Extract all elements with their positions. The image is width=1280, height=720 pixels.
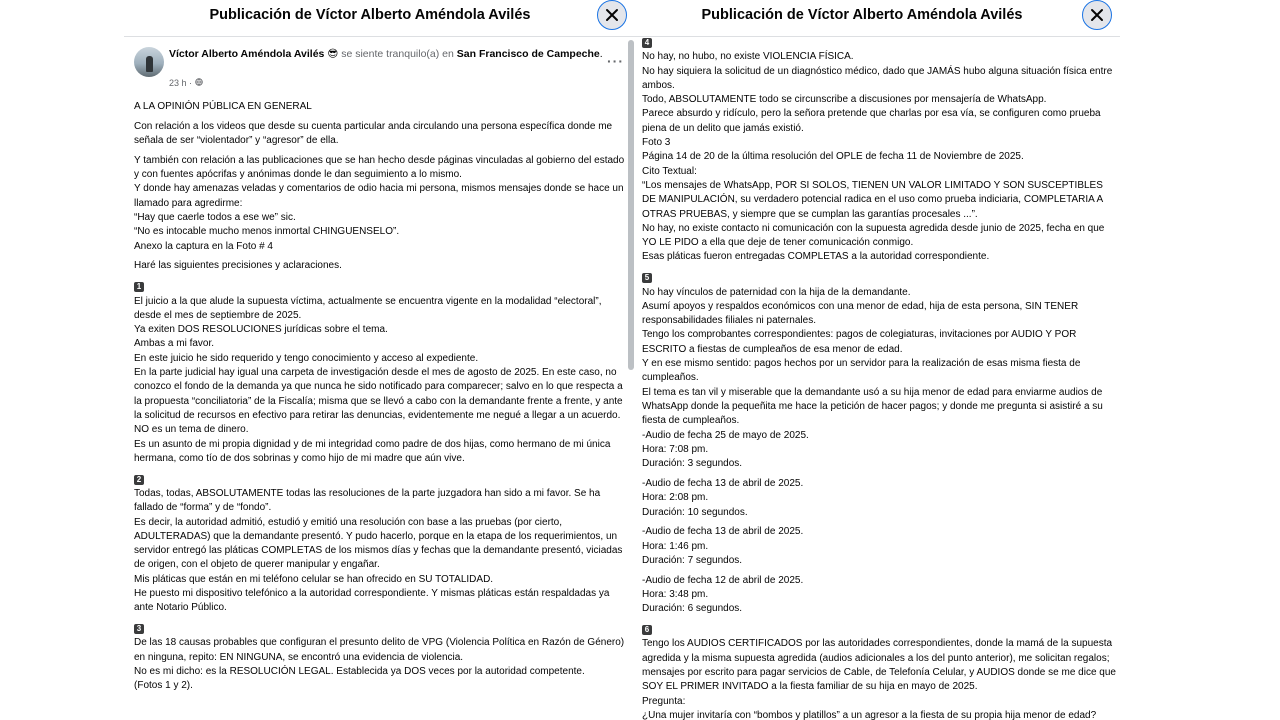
author-name[interactable]: Víctor Alberto Améndola Avilés (169, 48, 325, 60)
post-paragraph: Con relación a los videos que desde su cuenta particular anda circulando una persona específica donde me señala de ser “violentador” y “agresor” de ella. (134, 120, 613, 147)
location-link[interactable]: San Francisco de Campeche (456, 48, 600, 60)
close-icon (605, 8, 619, 22)
globe-icon (195, 78, 203, 86)
post-meta: 23 h · (169, 78, 203, 88)
post-paragraph: Y también con relación a las publicaciones que se han hecho desde páginas vinculadas al gobierno del estado y con fuentes apócrifas y anónimas donde le dan seguimiento a lo mismo. Y donde hay amenazas veladas y comentarios de odio hacia mi persona, mismos mensajes donde se hace un llamado para agredirme: “Hay que caerle todos a ese we” sic. “No es intocable mucho menos inmortal CHINGUENSELO”. Anexo la captura en la Foto # 4 (134, 154, 625, 252)
post-body (134, 100, 628, 699)
page-title: Publicación de Víctor Alberto Améndola Avilés (209, 7, 531, 23)
scrollbar-thumb[interactable] (628, 40, 634, 370)
post-header (636, 0, 1120, 37)
close-button[interactable] (597, 0, 627, 30)
number-3-icon: 3 (134, 624, 144, 634)
post-author: Víctor Alberto Améndola Avilés 😎 se siente tranquilo(a) en San Francisco de Campeche. 23 h · ··· (134, 45, 628, 99)
feeling-emoji: 😎 (327, 48, 339, 60)
close-icon (1090, 8, 1104, 22)
post-body (642, 37, 1116, 720)
timestamp[interactable]: 23 h (169, 78, 187, 88)
post-paragraph: A LA OPINIÓN PÚBLICA EN GENERAL (134, 101, 312, 112)
post-paragraph: Todas, todas, ABSOLUTAMENTE todas las resoluciones de la parte juzgadora han sido a mi favor. Se ha fallado de “forma” y de “fondo”. Es decir, la autoridad admitió, estudió y emitió una resolución con base a las pruebas (por cierto, ADULTERADAS) que la demandante presentó. Y pudo hacerlo, porque en la etapa de los requerimientos, un servidor entregó las pláticas COMPLETAS de los mismos días y fechas que la demandante presentó, viciadas de origen, con el objeto de querer manipular y engañar. Mis pláticas que están en mi teléfono celular se han ofrecido en SU TOTALIDAD. He puesto mi dispositivo telefónico a la autoridad correspondiente. Y mismas pláticas están respaldadas ya ante Notario Público. (134, 487, 623, 614)
number-6-icon: 6 (642, 625, 652, 635)
number-1-icon: 1 (134, 282, 144, 292)
number-4-icon: 4 (642, 38, 652, 48)
number-2-icon: 2 (134, 475, 144, 485)
right-post-panel (636, 0, 1120, 720)
number-5-icon: 5 (642, 273, 652, 283)
post-paragraph: No hay vínculos de paternidad con la hija de la demandante. Asumí apoyos y respaldos económicos con una menor de edad, hija de esta persona, SIN TENER responsabilidades filiales ni paternales. Tengo los comprobantes correspondientes: pagos de colegiaturas, invitaciones por AUDIO Y POR ESCRITO a fiestas de cumpleaños de esa menor de edad. Y en ese mismo sentido: pagos hechos por un servidor para la realización de esas misma fiesta de cumpleaños. El tema es tan vil y miserable que la demandante usó a su hija menor de edad para enviarme audios de WhatsApp donde la pequeñita me hace la petición de hacer pagos; y donde me pregunta si asistiré a su fiesta de cumpleaños. -Audio de fecha 25 de mayo de 2025. Hora: 7:08 pm. Duración: 3 segundos. (642, 286, 1103, 470)
post-paragraph: Haré las siguientes precisiones y aclaraciones. (134, 260, 342, 272)
post-paragraph: De las 18 causas probables que configuran el presunto delito de VPG (Violencia Política en Razón de Género) en ninguna, repito: EN NINGUNA, se encontró una evidencia de violencia. No es mi dicho: es la RESOLUCIÓN LEGAL. Establecida ya DOS veces por la autoridad competente. (Fotos 1 y 2). (134, 637, 625, 692)
post-paragraph: El juicio a la que alude la supuesta víctima, actualmente se encuentra vigente en la modalidad “electoral”, desde el mes de septiembre de 2025. Ya exiten DOS RESOLUCIONES jurídicas sobre el tema. Ambas a mi favor. En este juicio he sido requerido y tengo conocimiento y acceso al expediente. En la parte judicial hay igual una carpeta de investigación desde el mes de agosto de 2025. En este caso, no conozco el fondo de la demanda ya que nunca he sido notificado para comparecer; salvo en lo que respecta a la propuesta “conciliatoria” de la Fiscalía; misma que se llevó a cabo con la demandante frente a frente, y ante la solicitud de recursos en efectivo para retirar las denuncias, evidentemente me negué a llegar a un acuerdo. NO es un tema de dinero. Es un asunto de mi propia dignidad y de mi integridad como padre de dos hijas, como hermano de mi única hermana, como tío de dos sobrinas y como hijo de mi madre que aún vive. (134, 295, 623, 464)
post-paragraph: -Audio de fecha 12 de abril de 2025. Hora: 3:48 pm. Duración: 6 segundos. (642, 574, 804, 615)
post-paragraph: No hay, no hubo, no existe VIOLENCIA FÍSICA. No hay siquiera la solicitud de un diagnóstico médico, dado que JAMÁS hubo alguna situación física entre ambos. Todo, ABSOLUTAMENTE todo se circunscribe a discusiones por mensajería de WhatsApp. Parece absurdo y ridículo, pero la señora pretende que charlas por esa vía, se configuren como prueba piena de un delito que jamás existió. Foto 3 Página 14 de 20 de la última resolución del OPLE de fecha 11 de Noviembre de 2025. Cito Textual: “Los mensajes de WhatsApp, POR SI SOLOS, TIENEN UN VALOR LIMITADO Y SON SUSCEPTIBLES DE MANIPULACIÓN, su verdadero potencial radica en el uso como prueba indiciaria, COMPLETARIA A OTRAS PRUEBAS, y siempre que se cumplan las garantías procesales ...”. No hay, no existe contacto ni comunicación con la supuesta agredida desde junio de 2025, fecha en que YO LE PIDO a ella que deje de tener comunicación conmigo. Esas pláticas fueron entregadas COMPLETAS a la autoridad correspondiente. (642, 51, 1113, 263)
post-paragraph: Tengo los AUDIOS CERTIFICADOS por las autoridades correspondientes, donde la mamá de la supuesta agredida y la misma supuesta agredida (audios adicionales a los del punto anterior), me solicitan regalos; mensajes por escrito para pagar servicios de Cable, de Telefonía Celular, y AUDIOS donde se me dice que SOY EL PRIMER INVITADO a la fiesta familiar de su hija en mayo de 2025. Pregunta: ¿Una mujer invitaría con “bombos y platillos” a un agresor a la fiesta de su propia hija menor de edad? (642, 638, 1116, 720)
post-header (124, 0, 636, 37)
page-title: Publicación de Víctor Alberto Améndola Avilés (701, 7, 1023, 23)
close-button[interactable] (1082, 0, 1112, 30)
post-paragraph: -Audio de fecha 13 de abril de 2025. Hora: 1:46 pm. Duración: 7 segundos. (642, 526, 804, 566)
avatar[interactable] (134, 47, 164, 77)
more-options-button[interactable]: ··· (607, 53, 624, 69)
post-scroll-area[interactable] (636, 37, 1120, 720)
left-post-panel (124, 0, 636, 720)
feeling-text: se siente tranquilo(a) en (341, 48, 454, 60)
post-paragraph: -Audio de fecha 13 de abril de 2025. Hora: 2:08 pm. Duración: 10 segundos. (642, 477, 804, 518)
